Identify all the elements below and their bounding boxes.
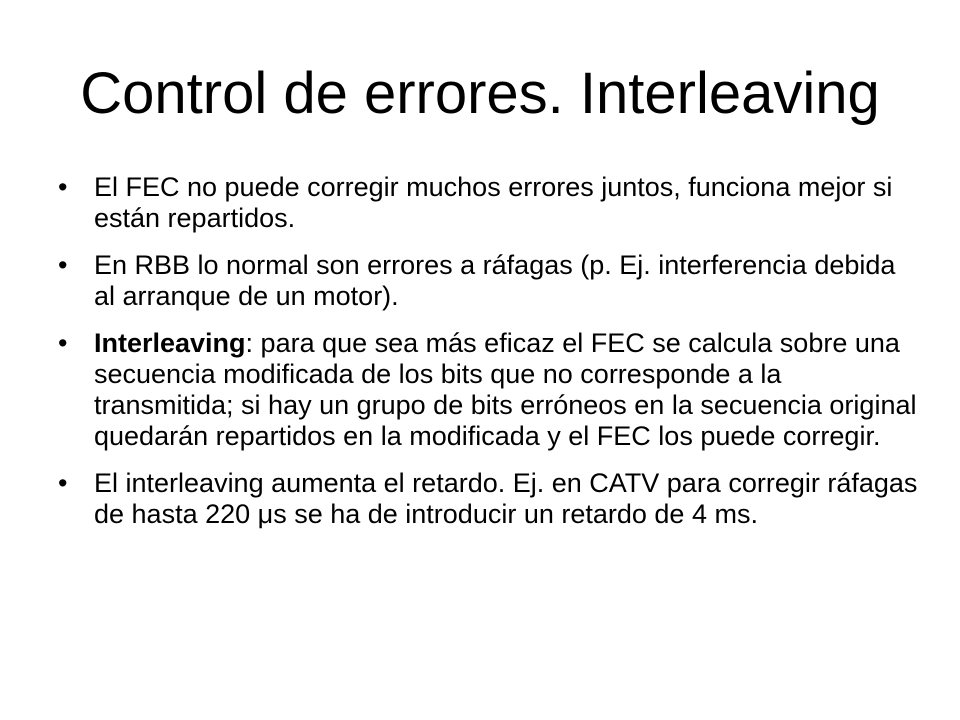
bullet-item-fec-limit (58, 172, 918, 234)
bullet-icon: • (58, 468, 68, 498)
slide-title: Control de errores. Interleaving (80, 61, 880, 126)
bullet-text: El interleaving aumenta el retardo. Ej. en CATV para corregir ráfagas de hasta 220 μs se ha de introducir un retardo de 4 ms. (94, 468, 918, 529)
bullet-item-delay (58, 468, 918, 530)
bullet-term: Interleaving (94, 328, 246, 358)
bullet-list (58, 172, 918, 546)
bullet-text (94, 328, 918, 452)
bullet-text: En RBB lo normal son errores a ráfagas (p. Ej. interferencia debida al arranque de un motor). (94, 250, 896, 311)
bullet-item-interleaving-definition (58, 328, 918, 452)
bullet-item-burst-errors (58, 250, 918, 312)
bullet-icon: • (58, 250, 68, 280)
bullet-term-description: : para que sea más eficaz el FEC se calcula sobre una secuencia modificada de los bits que no corresponde a la transmitida; si hay un grupo de bits erróneos en la secuencia original quedarán repartidos en la modificada y el FEC los puede corregir. (94, 328, 917, 451)
bullet-text: El FEC no puede corregir muchos errores juntos, funciona mejor si están repartidos. (94, 172, 893, 233)
bullet-icon: • (58, 328, 68, 358)
bullet-icon: • (58, 172, 68, 202)
